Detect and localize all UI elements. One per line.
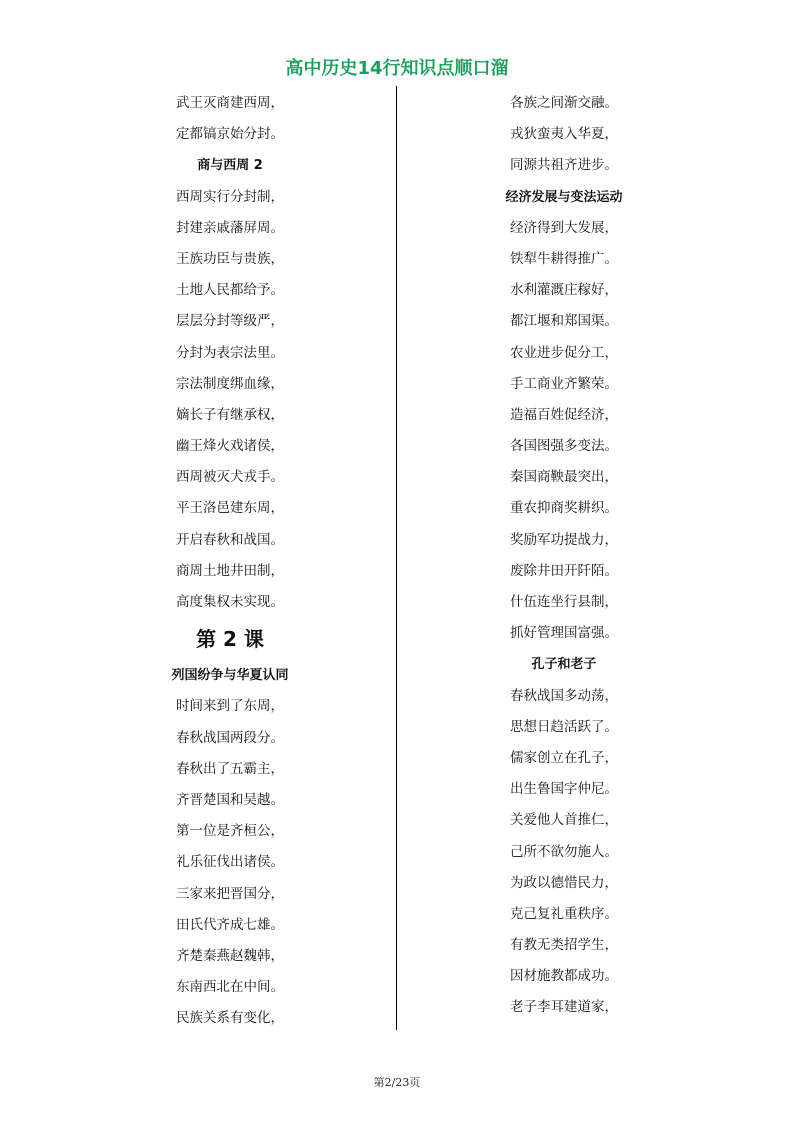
verse-line: 春秋战国多动荡， bbox=[510, 687, 618, 704]
verse-line: 幽王烽火戏诸侯， bbox=[176, 438, 284, 455]
verse-line: 春秋出了五霸主， bbox=[176, 760, 284, 777]
section-heading: 列国纷争与华夏认同 bbox=[171, 668, 289, 684]
lesson-heading: 第 2 课 bbox=[196, 627, 264, 652]
verse-line: 封建亲戚藩屏周。 bbox=[176, 219, 284, 236]
verse-line: 东南西北在中间。 bbox=[176, 979, 284, 996]
verse-line: 戎狄蛮夷入华夏， bbox=[510, 126, 618, 143]
verse-line: 手工商业齐繁荣。 bbox=[510, 375, 618, 392]
verse-line: 经济得到大发展， bbox=[510, 219, 618, 236]
verse-line: 己所不欲勿施人。 bbox=[510, 843, 618, 860]
page-title: 高中历史14行知识点顺口溜 bbox=[285, 58, 509, 79]
verse-line: 春秋战国两段分。 bbox=[176, 729, 284, 746]
verse-line: 重农抑商奖耕织。 bbox=[510, 500, 618, 517]
verse-line: 高度集权未实现。 bbox=[176, 594, 284, 610]
verse-line: 克己复礼重秩序。 bbox=[510, 905, 618, 922]
verse-line: 都江堰和郑国渠。 bbox=[510, 313, 618, 330]
section-heading: 商与西周 2 bbox=[197, 158, 263, 174]
verse-line: 因材施教都成功。 bbox=[510, 968, 618, 985]
right-column bbox=[449, 88, 679, 1024]
verse-line: 出生鲁国字仲尼。 bbox=[510, 781, 618, 798]
verse-line: 分封为表宗法里。 bbox=[176, 344, 284, 361]
verse-line: 土地人民都给予。 bbox=[176, 282, 284, 299]
verse-line: 老子李耳建道家， bbox=[510, 999, 618, 1016]
verse-line: 为政以德惜民力， bbox=[510, 874, 618, 891]
verse-line: 各国图强多变法。 bbox=[510, 438, 618, 455]
verse-line: 王族功臣与贵族， bbox=[176, 250, 284, 267]
page-number: 第2/23页 bbox=[373, 1076, 421, 1089]
verse-line: 思想日趋活跃了。 bbox=[510, 718, 618, 735]
verse-line: 各族之间渐交融。 bbox=[510, 95, 618, 111]
verse-line: 同源共祖齐进步。 bbox=[510, 157, 618, 174]
verse-line: 田氏代齐成七雄。 bbox=[176, 916, 284, 933]
verse-line: 层层分封等级严， bbox=[176, 313, 284, 330]
verse-line: 有教无类招学生， bbox=[510, 937, 618, 954]
verse-line: 嫡长子有继承权， bbox=[176, 406, 284, 423]
verse-line: 西周被灭犬戎手。 bbox=[176, 469, 284, 486]
verse-line: 定都镐京始分封。 bbox=[176, 126, 284, 143]
verse-line: 水利灌溉庄稼好， bbox=[510, 282, 618, 299]
verse-line: 西周实行分封制， bbox=[176, 188, 284, 205]
column-divider bbox=[396, 86, 397, 1030]
verse-line: 农业进步促分工， bbox=[510, 344, 618, 361]
section-heading: 孔子和老子 bbox=[531, 657, 597, 673]
verse-line: 儒家创立在孔子， bbox=[510, 749, 618, 766]
verse-line: 开启春秋和战国。 bbox=[176, 531, 284, 548]
verse-line: 铁犁牛耕得推广。 bbox=[510, 250, 618, 267]
verse-line: 什伍连坐行县制， bbox=[510, 594, 618, 610]
verse-line: 三家来把晋国分， bbox=[176, 885, 284, 902]
verse-line: 齐楚秦燕赵魏韩， bbox=[176, 947, 284, 964]
verse-line: 造福百姓促经济， bbox=[510, 406, 618, 423]
verse-line: 礼乐征伐出诸侯。 bbox=[176, 854, 284, 871]
verse-line: 齐晋楚国和吴越。 bbox=[176, 791, 284, 808]
verse-line: 抓好管理国富强。 bbox=[510, 625, 618, 642]
verse-line: 宗法制度绑血缘， bbox=[176, 375, 284, 392]
verse-line: 商周土地井田制， bbox=[176, 562, 284, 579]
verse-line: 民族关系有变化， bbox=[176, 1010, 284, 1027]
verse-line: 废除井田开阡陌。 bbox=[510, 562, 618, 579]
verse-line: 关爱他人首推仁， bbox=[510, 812, 618, 829]
verse-line: 时间来到了东周， bbox=[176, 698, 284, 715]
verse-line: 奖励军功提战力， bbox=[510, 531, 618, 548]
left-column bbox=[115, 88, 345, 1034]
verse-line: 秦国商鞅最突出， bbox=[510, 469, 618, 486]
section-heading: 经济发展与变法运动 bbox=[505, 189, 623, 205]
verse-line: 第一位是齐桓公， bbox=[176, 823, 284, 840]
verse-line: 平王洛邑建东周， bbox=[176, 500, 284, 517]
verse-line: 武王灭商建西周， bbox=[176, 95, 284, 111]
